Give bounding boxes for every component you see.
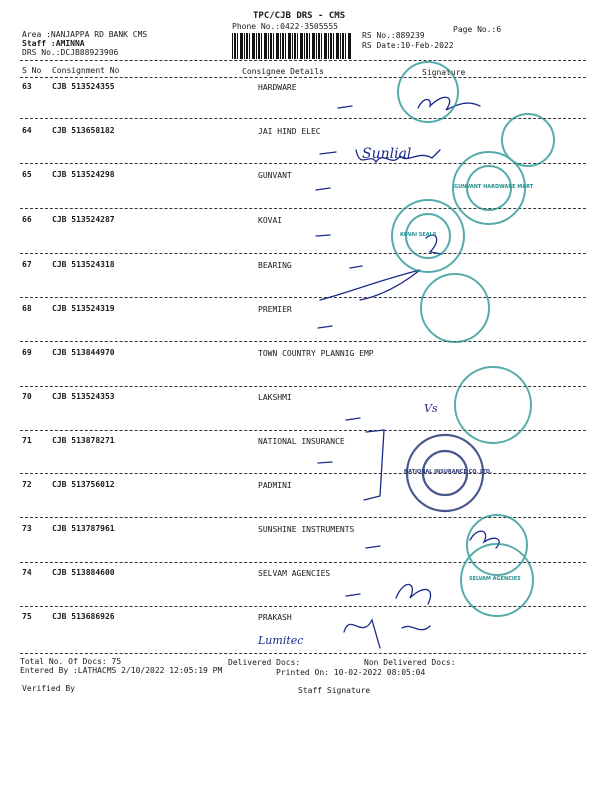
row-divider <box>20 517 586 518</box>
total-docs: Total No. Of Docs: 75 <box>20 657 122 666</box>
consignment-no: CJB 513844970 <box>52 348 115 357</box>
row-divider <box>20 253 586 254</box>
col-consignee: Consignee Details <box>242 67 324 76</box>
staff-signature-label: Staff Signature <box>298 686 371 695</box>
delivered-docs: Delivered Docs: <box>228 658 301 667</box>
signature-stroke <box>350 266 362 268</box>
signature-stroke <box>364 430 384 500</box>
stamp-text: SELVAM AGENCIES <box>469 576 521 582</box>
s-no: 75 <box>22 612 32 621</box>
signature-stroke <box>396 584 431 604</box>
consignee: LAKSHMI <box>258 393 292 402</box>
consignment-no: CJB 513524319 <box>52 304 115 313</box>
signature-stroke <box>366 546 380 548</box>
s-no: 72 <box>22 480 32 489</box>
consignment-no: CJB 513524287 <box>52 215 115 224</box>
handwriting-sunlial: Sunlial <box>362 146 412 162</box>
consignee: BEARING <box>258 261 292 270</box>
handwriting-vs: Vs <box>424 402 438 415</box>
consignee: PADMINI <box>258 481 292 490</box>
row-divider <box>20 606 586 607</box>
rs-number: RS No.:889239 <box>362 31 425 40</box>
row-divider <box>20 386 586 387</box>
consignment-no: CJB 513878271 <box>52 436 115 445</box>
s-no: 69 <box>22 348 32 357</box>
signature-stroke <box>346 594 360 596</box>
row-divider <box>20 430 586 431</box>
s-no: 70 <box>22 392 32 401</box>
stamp-circle <box>502 114 554 166</box>
signature-stroke <box>470 531 499 548</box>
consignee: SUNSHINE INSTRUMENTS <box>258 525 355 534</box>
row-divider <box>20 297 586 298</box>
s-no: 74 <box>22 568 32 577</box>
signature-stroke <box>316 188 330 190</box>
stamp-circle <box>455 367 531 443</box>
s-no: 63 <box>22 82 32 91</box>
staff-field: Staff :AMINNA <box>22 39 85 48</box>
consignment-no: CJB 513524355 <box>52 82 115 91</box>
s-no: 71 <box>22 436 32 445</box>
consignment-no: CJB 513524298 <box>52 170 115 179</box>
s-no: 73 <box>22 524 32 533</box>
row-divider <box>20 341 586 342</box>
consignment-no: CJB 513658182 <box>52 126 115 135</box>
s-no: 67 <box>22 260 32 269</box>
s-no: 64 <box>22 126 32 135</box>
s-no: 65 <box>22 170 32 179</box>
signature-stroke <box>338 106 352 108</box>
consignment-no: CJB 513787961 <box>52 524 115 533</box>
stamp-circle <box>421 274 489 342</box>
row-divider <box>20 118 586 119</box>
signature-stroke <box>418 97 480 110</box>
area-field: Area :NANJAPPA RD BANK CMS <box>22 30 148 39</box>
consignee: PREMIER <box>258 305 292 314</box>
handwriting-lumitec: Lumitec <box>258 634 304 647</box>
s-no: 66 <box>22 215 32 224</box>
col-consignment: Consignment No <box>52 66 120 75</box>
signature-stroke <box>318 462 332 463</box>
signature-stroke <box>402 626 430 630</box>
page-number: Page No.:6 <box>453 25 502 34</box>
consignee: JAI HIND ELEC <box>258 127 321 136</box>
verified-by: Verified By <box>22 684 75 693</box>
consignee: NATIONAL INSURANCE <box>258 437 345 446</box>
row-divider <box>20 163 586 164</box>
consignment-no: CJB 513524353 <box>52 392 115 401</box>
phone-number: Phone No.:0422-3505555 <box>232 22 338 31</box>
row-divider <box>20 208 586 209</box>
signature-stroke <box>344 620 380 648</box>
non-delivered-docs: Non Delivered Docs: <box>364 658 456 667</box>
col-s-no: S No <box>22 66 42 75</box>
consignee: PRAKASH <box>258 613 292 622</box>
entered-by: Entered By :LATHACMS 2/10/2022 12:05:19 PM <box>20 666 223 675</box>
s-no: 68 <box>22 304 32 313</box>
consignee: SELVAM AGENCIES <box>258 569 331 578</box>
col-signature: Signature <box>422 68 466 77</box>
row-divider <box>20 562 586 563</box>
signature-stroke <box>320 152 336 154</box>
consignee: TOWN COUNTRY PLANNIG EMP <box>258 349 374 358</box>
row-divider <box>20 653 586 654</box>
consignee: KOVAI <box>258 216 283 225</box>
consignment-no: CJB 513884600 <box>52 568 115 577</box>
consignee: HARDWARE <box>258 83 297 92</box>
stamp-circle <box>467 515 527 575</box>
stamp-text: GUNVANT HARDWARE MART <box>454 184 534 190</box>
consignment-no: CJB 513524318 <box>52 260 115 269</box>
consignment-no: CJB 513756012 <box>52 480 115 489</box>
stamp-text: KOVAI SEALS <box>400 232 437 238</box>
signature-stroke <box>318 326 332 328</box>
document-title: TPC/CJB DRS - CMS <box>253 11 346 21</box>
consignment-no: CJB 513686926 <box>52 612 115 621</box>
divider <box>20 77 586 78</box>
divider <box>20 60 586 61</box>
drs-number: DRS No.:DCJB88923906 <box>22 48 119 57</box>
signature-stroke <box>346 418 360 420</box>
signature-stroke <box>320 270 420 300</box>
consignee: GUNVANT <box>258 171 292 180</box>
barcode <box>232 33 352 59</box>
stamp-text: NATIONAL INSURANCE CO. LTD. <box>404 469 492 475</box>
rs-date: RS Date:10-Feb-2022 <box>362 41 454 50</box>
signature-stroke <box>316 235 330 236</box>
row-divider <box>20 473 586 474</box>
printed-on: Printed On: 10-02-2022 08:05:04 <box>276 668 426 677</box>
